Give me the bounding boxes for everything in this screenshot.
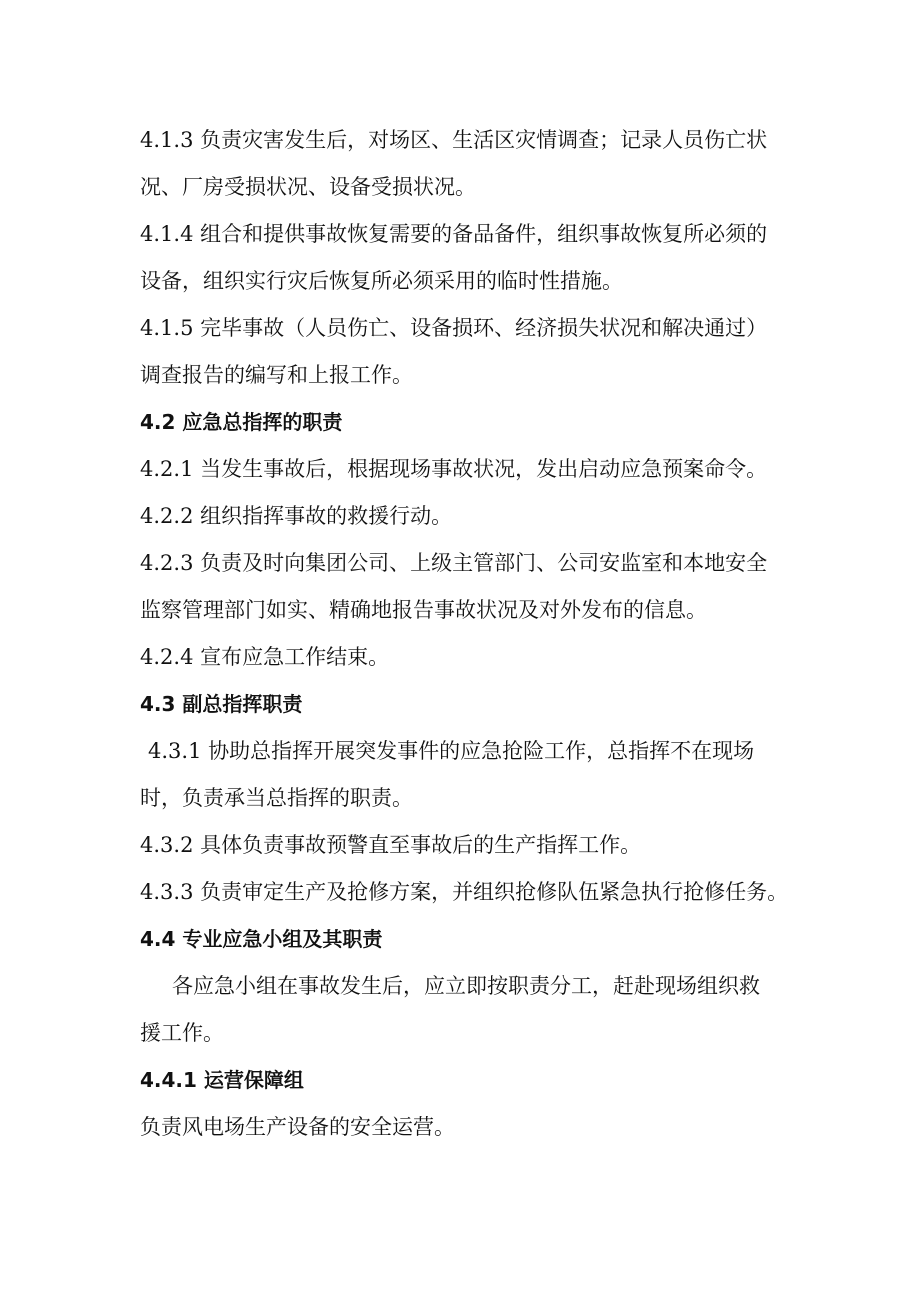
paragraph-4-1-3-line-2: 况、厂房受损状况、设备受损状况。	[140, 175, 476, 199]
paragraph-4-1-5-line-1: 4.1.5 完毕事故（人员伤亡、设备损环、经济损失状况和解决通过）	[140, 316, 768, 340]
heading-4-3: 4.3 副总指挥职责	[140, 692, 303, 716]
paragraph-4-2-1: 4.2.1 当发生事故后，根据现场事故状况，发出启动应急预案命令。	[140, 457, 768, 481]
paragraph-4-4-1: 负责风电场生产设备的安全运营。	[140, 1115, 455, 1139]
paragraph-4-3-1-line-1: 4.3.1 协助总指挥开展突发事件的应急抢险工作，总指挥不在现场	[148, 739, 755, 763]
paragraph-4-1-4-line-1: 4.1.4 组合和提供事故恢复需要的备品备件，组织事故恢复所必须的	[140, 222, 768, 246]
paragraph-4-4-line-2: 援工作。	[140, 1021, 224, 1045]
paragraph-4-2-3-line-1: 4.2.3 负责及时向集团公司、上级主管部门、公司安监室和本地安全	[140, 551, 768, 575]
heading-4-4: 4.4 专业应急小组及其职责	[140, 927, 383, 951]
paragraph-4-1-3-line-1: 4.1.3 负责灾害发生后，对场区、生活区灾情调查；记录人员伤亡状	[140, 128, 768, 152]
paragraph-4-2-3-line-2: 监察管理部门如实、精确地报告事故状况及对外发布的信息。	[140, 598, 707, 622]
heading-4-2: 4.2 应急总指挥的职责	[140, 410, 343, 434]
paragraph-4-1-4-line-2: 设备，组织实行灾后恢复所必须采用的临时性措施。	[140, 269, 623, 293]
paragraph-4-2-2: 4.2.2 组织指挥事故的救援行动。	[140, 504, 453, 528]
paragraph-4-3-1-line-2: 时，负责承当总指挥的职责。	[140, 786, 413, 810]
heading-4-4-1: 4.4.1 运营保障组	[140, 1068, 304, 1092]
paragraph-4-3-3: 4.3.3 负责审定生产及抢修方案，并组织抢修队伍紧急执行抢修任务。	[140, 880, 789, 904]
paragraph-4-2-4: 4.2.4 宣布应急工作结束。	[140, 645, 390, 669]
paragraph-4-3-2: 4.3.2 具体负责事故预警直至事故后的生产指挥工作。	[140, 833, 642, 857]
paragraph-4-1-5-line-2: 调查报告的编写和上报工作。	[140, 363, 413, 387]
paragraph-4-4-line-1: 各应急小组在事故发生后，应立即按职责分工，赶赴现场组织救	[172, 974, 760, 998]
